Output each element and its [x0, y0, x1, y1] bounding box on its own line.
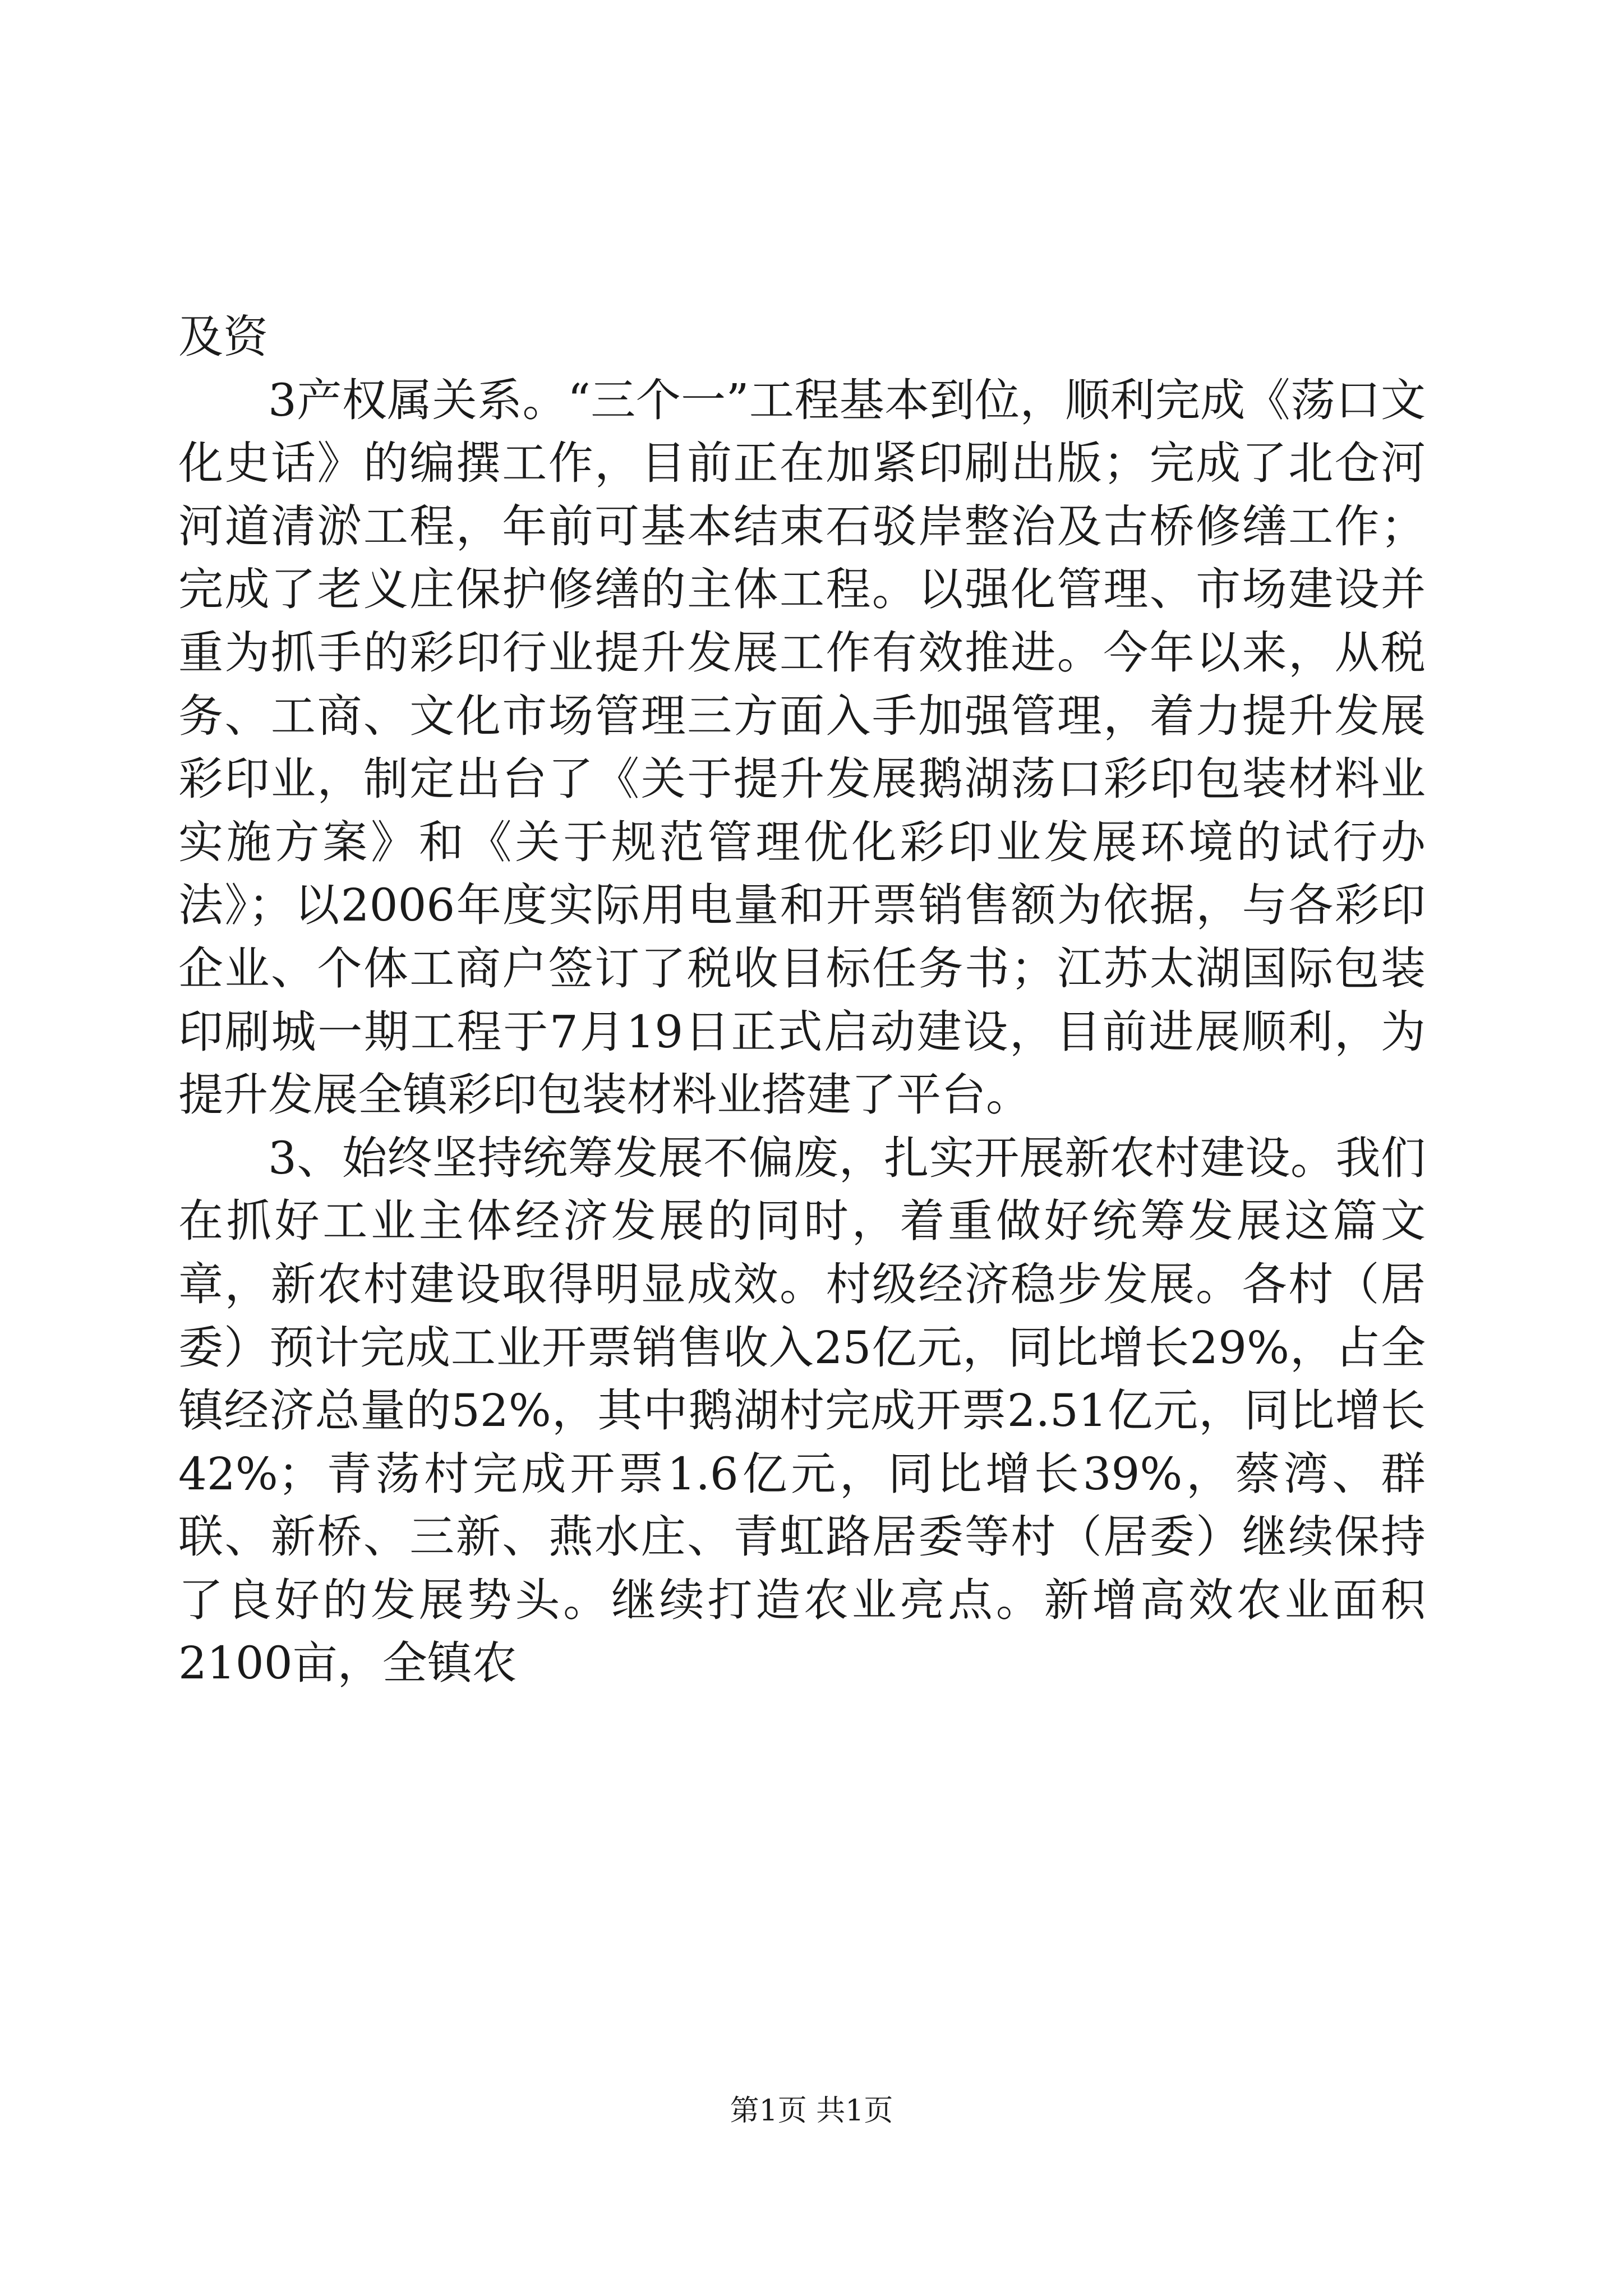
- document-body: [178, 306, 1426, 1695]
- paragraph-fragment: 及资: [178, 311, 268, 363]
- paragraph-rural-construction: 3、始终坚持统筹发展不偏废，扎实开展新农村建设。我们在抓好工业主体经济发展的同时，着重做好统筹发展这篇文章，新农村建设取得明显成效。村级经济稳步发展。各村（居委）预计完成工业开票销售收入25亿元，同比增长29%，占全镇经济总量的52%，其中鹅湖村完成开票2.51亿元，同比增长42%；青荡村完成开票1.6亿元，同比增长39%，蔡湾、群联、新桥、三新、燕水庄、青虹路居委等村（居委）继续保持了良好的发展势头。继续打造农业亮点。新增高效农业面积2100亩，全镇农: [178, 1131, 1426, 1690]
- paragraph-property-rights: 3产权属关系。“三个一”工程基本到位，顺利完成《荡口文化史话》的编撰工作，目前正在加紧印刷出版；完成了北仓河河道清淤工程，年前可基本结束石驳岸整治及古桥修缮工作；完成了老义庄保护修缮的主体工程。以强化管理、市场建设并重为抓手的彩印行业提升发展工作有效推进。今年以来，从税务、工商、文化市场管理三方面入手加强管理，着力提升发展彩印业，制定出台了《关于提升发展鹅湖荡口彩印包装材料业实施方案》和《关于规范管理优化彩印业发展环境的试行办法》；以2006年度实际用电量和开票销售额为依据，与各彩印企业、个体工商户签订了税收目标任务书；江苏太湖国际包装印刷城一期工程于7月19日正式启动建设，目前进展顺利，为提升发展全镇彩印包装材料业搭建了平台。: [178, 374, 1426, 1121]
- page-footer: 第1页 共1页: [730, 2094, 893, 2128]
